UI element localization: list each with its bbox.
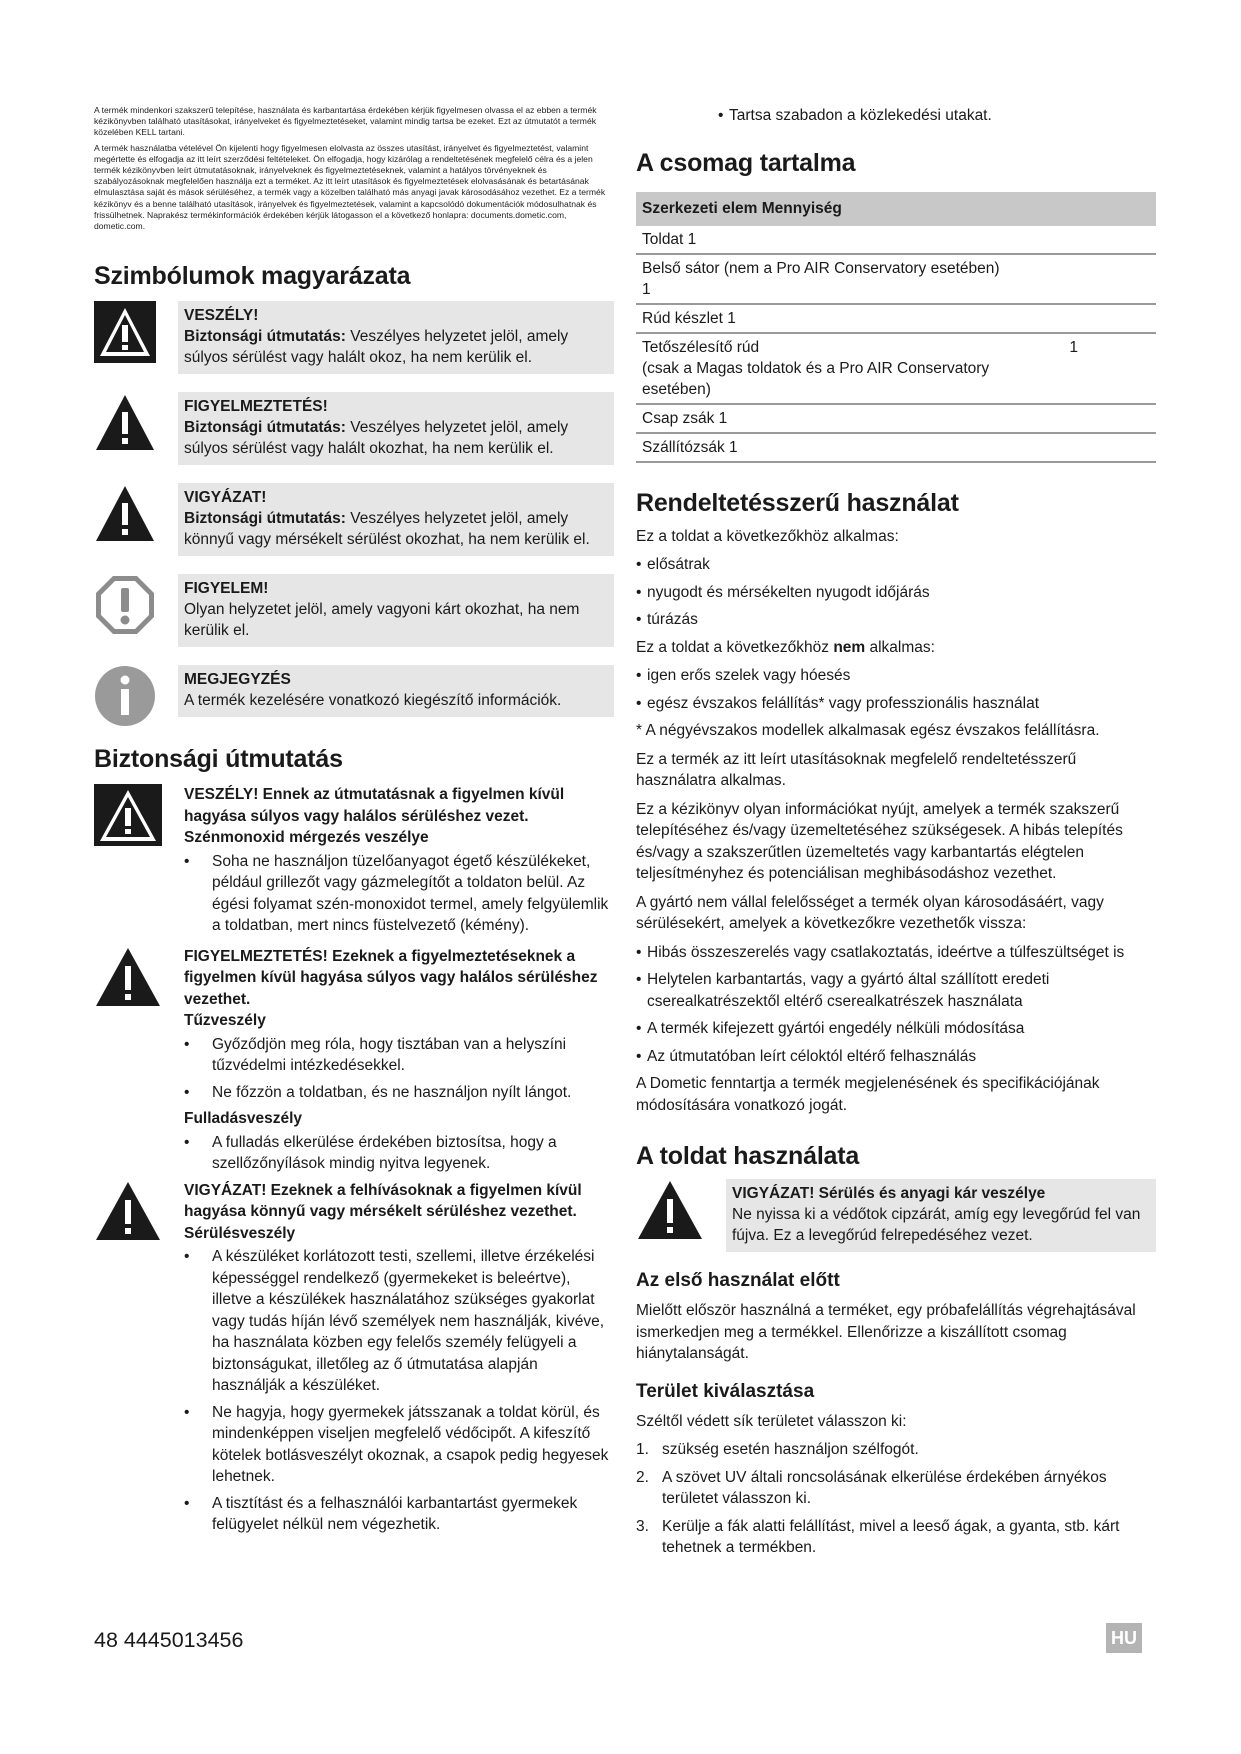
unsuitable-intro-c: alkalmas: — [865, 638, 935, 656]
intro-paragraph-1: A termék mindenkori szakszerű telepítése, használata és karbantartása érdekében kérjük figyelmesen olvassa el az ebben a termék kézikönyvben található utasításokat, irányelveket és figyelmeztetéseket, valamint mindig tartsa be ezeket. Ezt az útmutatót a termék közelében KELL tartani. — [94, 105, 597, 138]
package-item: Rúd készlet 1 — [636, 304, 1012, 333]
caution-icon — [94, 483, 156, 545]
intended-paragraph-3: A gyártó nem vállal felelősséget a termék olyan károsodásáért, vagy sérülésekért, amelyek a következőkre vezethetők vissza: — [636, 893, 1104, 932]
symbol-info-box — [178, 665, 614, 717]
area-step-number: 1. — [636, 1441, 649, 1458]
symbol-info-label: MEGJEGYZÉS — [184, 671, 291, 689]
safety-warning-bullet-3: • A fulladás elkerülése érdekében biztosítsa, hogy a szellőzőnyílások mindig nyitva legyenek. — [184, 1132, 614, 1175]
symbol-caution-box — [178, 483, 614, 556]
usage-title: A toldat használata — [636, 1142, 860, 1170]
symbol-caution-prefix: Biztonsági útmutatás: — [184, 510, 346, 528]
unsuitable-item: • egész évszakos felállítás* vagy professzionális használat — [636, 693, 1156, 715]
package-qty — [1012, 433, 1156, 462]
symbol-warning — [94, 392, 614, 465]
package-title: A csomag tartalma — [636, 148, 856, 177]
top-bullet: • Tartsa szabadon a közlekedési utakat. — [718, 105, 1156, 127]
package-qty: 1 — [1012, 333, 1156, 404]
symbols-list — [94, 301, 614, 727]
symbol-caution-label: VIGYÁZAT! — [184, 489, 267, 507]
area-step — [636, 1467, 1156, 1510]
symbol-info — [94, 665, 614, 727]
symbol-warning-box — [178, 392, 614, 465]
symbol-notice-label: FIGYELEM! — [184, 580, 269, 598]
symbol-notice-text: Olyan helyzetet jelöl, amely vagyoni kárt okozhat, ha nem kerülik el. — [184, 601, 580, 640]
safety-caution-bullet-3: • A tisztítást és a felhasználói karbantartást gyermekek felügyelet nélkül nem végezhetik. — [184, 1493, 614, 1536]
package-item: Belső sátor (nem a Pro AIR Conservatory esetében) 1 — [636, 254, 1012, 304]
symbol-notice — [94, 574, 614, 647]
notice-icon — [94, 574, 156, 636]
intended-paragraph-4: A Dometic fenntartja a termék megjelenésének és specifikációjának módosítására vonatkozó jogát. — [636, 1075, 1100, 1114]
warning-icon — [94, 392, 156, 454]
symbol-warning-label: FIGYELMEZTETÉS! — [184, 398, 328, 416]
unsuitable-item: • igen erős szelek vagy hóesés — [636, 665, 1156, 687]
package-item: Csap zsák 1 — [636, 404, 1012, 433]
table-row — [636, 433, 1156, 462]
usage-caution — [636, 1179, 1156, 1252]
info-icon — [94, 665, 156, 727]
package-qty — [1012, 404, 1156, 433]
safety-caution-heading: VIGYÁZAT! Ezeknek a felhívásoknak a figyelmen kívül hagyása könnyű vagy mérsékelt sérüléshez vezethet. — [184, 1181, 582, 1221]
safety-danger-heading: VESZÉLY! Ennek az útmutatásnak a figyelmen kívül hagyása súlyos vagy halálos sérüléshez vezet. — [184, 786, 565, 825]
table-row — [636, 404, 1156, 433]
symbol-notice-box — [178, 574, 614, 647]
package-qty — [1012, 254, 1156, 304]
caution-icon — [636, 1179, 704, 1241]
safety-warning-sub2: Fulladásveszély — [184, 1110, 303, 1128]
safety-danger-body — [184, 784, 614, 942]
safety-caution-subheading: Sérülésveszély — [184, 1224, 296, 1242]
first-use-title: Az első használat előtt — [636, 1270, 840, 1291]
symbol-danger-box — [178, 301, 614, 374]
liability-item: • Hibás összeszerelés vagy csatlakoztatás, ideértve a túlfeszültséget is — [636, 942, 1156, 964]
intro-text — [94, 105, 614, 232]
safety-title: Biztonsági útmutatás — [94, 745, 343, 774]
suitable-intro: Ez a toldat a következőkhöz alkalmas: — [636, 527, 899, 545]
language-badge: HU — [1106, 1623, 1142, 1653]
package-item: Tetőszélesítő rúd (csak a Magas toldatok és a Pro AIR Conservatory esetében) — [636, 333, 1012, 404]
symbols-title: Szimbólumok magyarázata — [94, 262, 411, 291]
usage-caution-label: VIGYÁZAT! Sérülés és anyagi kár veszélye — [732, 1185, 1046, 1202]
area-step-text: szükség esetén használjon szélfogót. — [662, 1441, 919, 1458]
safety-caution-body — [184, 1180, 614, 1541]
intended-title: Rendeltetésszerű használat — [636, 488, 959, 517]
usage-caution-text: Ne nyissa ki a védőtok cipzárát, amíg egy levegőrúd fel van fújva. Ez a levegőrúd felrepedéséhez vezet. — [732, 1206, 1141, 1244]
safety-danger — [94, 784, 614, 942]
symbol-caution — [94, 483, 614, 556]
safety-caution — [94, 1180, 614, 1541]
area-step — [636, 1516, 1156, 1559]
danger-icon — [94, 784, 162, 846]
intended-paragraph-2: Ez a kézikönyv olyan információkat nyújt, amelyek a termék szakszerű telepítéséhez és/vagy üzemeltetéséhez szükségesek. A hibás telepítés és/vagy a szakszerűtlen üzemeltetés vagy karbantartás elégtelen teljesítményhez és potenciálisan meghibásodáshoz vezethet. — [636, 800, 1123, 882]
table-row — [636, 333, 1156, 404]
safety-danger-subheading: Szénmonoxid mérgezés veszélye — [184, 829, 429, 847]
unsuitable-intro-b: nem — [833, 638, 866, 656]
liability-item: • Az útmutatóban leírt céloktól eltérő felhasználás — [636, 1046, 1156, 1068]
usage-caution-box — [726, 1179, 1156, 1252]
left-column — [94, 105, 614, 1541]
liability-item: • Helytelen karbantartás, vagy a gyártó által szállított eredeti cserealkatrészektől eltérő cserealkatrészek használata — [636, 969, 1156, 1012]
area-intro: Széltől védett sík területet válasszon ki: — [636, 1412, 907, 1430]
table-row — [636, 254, 1156, 304]
liability-item: • A termék kifejezett gyártói engedély nélküli módosítása — [636, 1018, 1156, 1040]
safety-warning-body — [184, 946, 614, 1180]
package-table-header: Szerkezeti elem Mennyiség — [636, 192, 1156, 226]
table-row — [636, 226, 1156, 254]
caution-icon — [94, 1180, 162, 1242]
danger-icon — [94, 301, 156, 363]
symbol-danger-label: VESZÉLY! — [184, 307, 259, 325]
warning-icon — [94, 946, 162, 1008]
symbol-info-text: A termék kezelésére vonatkozó kiegészítő információk. — [184, 692, 562, 710]
package-qty — [1012, 304, 1156, 333]
suitable-item: • elősátrak — [636, 554, 1156, 576]
safety-caution-bullet-1: • A készüléket korlátozott testi, szellemi, illetve érzékelési képességgel rendelkező (gyermekeket is beleértve), illetve a készülékek használatához szükséges gyakorlat vagy tudás híján lévő személyek nem használják, kivéve, ha használata közben egy felelős személy felügyeli a biztonságukat, illetőleg az ő útmutatása alapján használják a készüléket. — [184, 1246, 614, 1397]
safety-warning-heading: FIGYELMEZTETÉS! Ezeknek a figyelmeztetéseknek a figyelmen kívül hagyása súlyos vagy halálos sérüléshez vezethet. — [184, 947, 598, 1008]
symbol-danger-prefix: Biztonsági útmutatás: — [184, 328, 346, 346]
area-step-text: Kerülje a fák alatti felállítást, mivel a leeső ágak, a gyanta, stb. kárt tehetnek a termékben. — [662, 1517, 1120, 1556]
safety-warning-bullet-2: • Ne főzzön a toldatban, és ne használjon nyílt lángot. — [184, 1082, 614, 1104]
page-number: 48 4445013456 — [94, 1628, 244, 1652]
area-step — [636, 1439, 1156, 1461]
safety-warning-bullet-1: • Győződjön meg róla, hogy tisztában van a helyszíni tűzvédelmi intézkedésekkel. — [184, 1034, 614, 1077]
area-step-number: 3. — [636, 1517, 649, 1535]
symbol-danger-text: Veszélyes helyzetet jelöl, amely súlyos sérülést vagy halált okoz, ha nem kerülik el. — [184, 328, 569, 367]
suitable-item: • túrázás — [636, 609, 1156, 631]
safety-danger-bullet: • Soha ne használjon tüzelőanyagot égető készülékeket, például grillezőt vagy gázmelegítőt a toldaton belül. Az égési folyamat szén-monoxidot termel, amely felgyülemlik a toldatban, mert nincs füstelvezető (kémény). — [184, 851, 614, 937]
area-title: Terület kiválasztása — [636, 1380, 815, 1402]
footnote: * A négyévszakos modellek alkalmasak egész évszakos felállításra. — [636, 722, 1100, 739]
symbol-warning-prefix: Biztonsági útmutatás: — [184, 419, 346, 437]
area-step-number: 2. — [636, 1468, 649, 1486]
safety-caution-bullet-2: • Ne hagyja, hogy gyermekek játsszanak a toldat körül, és mindenképpen viseljen megfelelő védőcipőt. A kifeszítő kötelek botlásveszélyt okoznak, a csapok pedig hegyesek lehetnek. — [184, 1402, 614, 1488]
suitable-item: • nyugodt és mérsékelten nyugodt időjárás — [636, 582, 1156, 604]
safety-warning-sub1: Tűzveszély — [184, 1012, 266, 1030]
unsuitable-intro-a: Ez a toldat a következőkhöz — [636, 638, 834, 656]
package-item: Szállítózsák 1 — [636, 433, 1012, 462]
package-qty — [1012, 226, 1156, 254]
table-row — [636, 304, 1156, 333]
intended-paragraph-1: Ez a termék az itt leírt utasításoknak megfelelő rendeltetésszerű használatra alkalmas. — [636, 750, 1077, 789]
intended-section — [636, 526, 1156, 1117]
package-item: Toldat 1 — [636, 226, 1012, 254]
area-step-text: A szövet UV általi roncsolásának elkerülése érdekében árnyékos területet válasszon ki. — [662, 1468, 1107, 1507]
symbol-danger — [94, 301, 614, 374]
safety-warning — [94, 946, 614, 1180]
right-column — [636, 105, 1156, 1565]
intro-paragraph-2: A termék használatba vételével Ön kijelenti hogy figyelmesen elolvasta az összes utasítást, irányelvet és figyelmeztetést, valamint megértette és elfogadja az itt leírt szerződési feltételeket. Ön elfogadja, hogy kizárólag a rendeltetésének megfelelő célra és a jelen termék kézikönyvben leírt útmutatásoknak, irányelveknek és figyelmeztetéseknek, valamint a hatályos törvényeknek és szabályozásoknak megfelelően használja ezt a terméket. Az itt leírt utasítások és figyelmeztetések elolvasásának és betartásának elmulasztása saját és mások sérüléséhez, a termék vagy a közelben található más anyagi javak károsodásához vezethet. Ez a termék kézikönyv és a benne található utasítások, irányelvek és figyelmeztetések, valamint a kapcsolódó dokumentációk módosulhatnak és frissülhetnek. Naprakész termékinformációk érdekében kérjük látogasson el a következő honlapra: documents.dometic.com, dometic.com. — [94, 142, 606, 232]
package-table — [636, 192, 1156, 463]
first-use-text: Mielőtt először használná a terméket, egy próbafelállítás végrehajtásával ismerkedjen meg a termékkel. Ellenőrizze a kiszállított csomag hiánytalanságát. — [636, 1302, 1136, 1362]
unsuitable-intro — [636, 637, 1156, 659]
symbol-warning-text: Veszélyes helyzetet jelöl, amely súlyos sérülést vagy halált okozhat, ha nem kerülik el. — [184, 419, 569, 458]
symbol-caution-text: Veszélyes helyzetet jelöl, amely könnyű vagy mérsékelt sérülést okozhat, ha nem kerülik el. — [184, 510, 590, 549]
